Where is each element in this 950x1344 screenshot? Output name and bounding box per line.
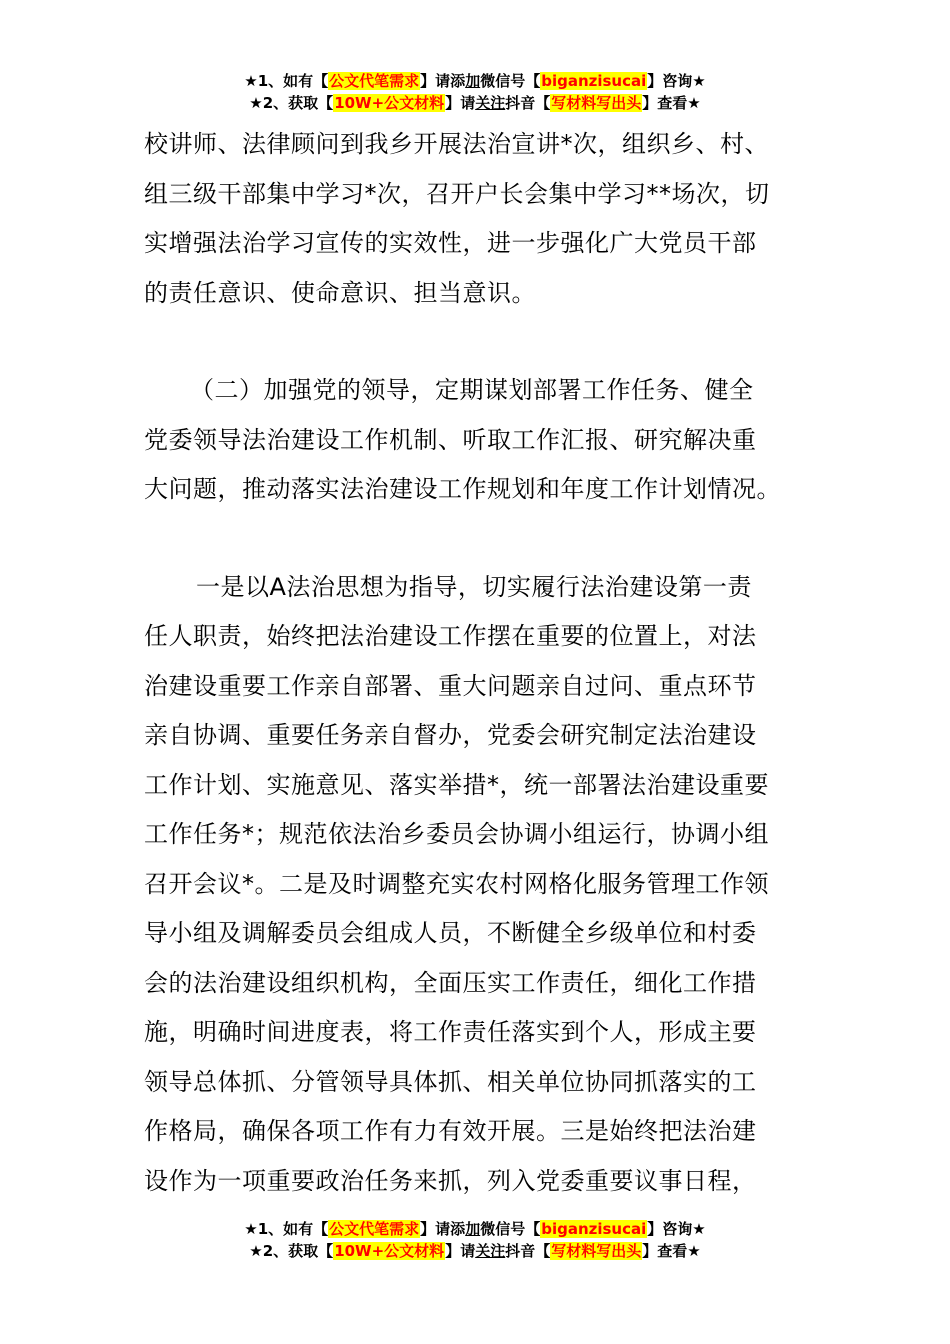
text-line: 作格局，确保各项工作有力有效开展。三是始终把法治建 [144,1117,757,1145]
document-body [144,120,806,1206]
text-line: 大问题，推动落实法治建设工作规划和年度工作计划情况。 [144,475,781,503]
highlight-service: 公文代笔需求 [329,72,420,90]
highlight-wechat-id: biganzisucai [541,72,647,90]
banner-text: 】请 [445,1242,476,1260]
text-line: （二）加强党的领导，定期谋划部署工作任务、健全 [190,376,754,404]
banner-text-underlined: 加 [465,1220,481,1238]
highlight-douyin-account: 写材料写出头 [551,1242,642,1260]
highlight-materials: 10W+公文材料 [334,94,445,112]
banner-line-1 [0,1218,950,1240]
banner-text: 】咨询★ [647,72,706,90]
banner-text: 】请添 [420,72,466,90]
banner-text: 抖音【 [505,1242,551,1260]
text-line: 设作为一项重要政治任务来抓，列入党委重要议事日程， [144,1166,757,1195]
banner-text: ★2、获取【 [249,1242,334,1260]
highlight-douyin-account: 写材料写出头 [551,94,642,112]
paragraph-1 [144,120,806,318]
text-line: 导小组及调解委员会组成人员，不断健全乡级单位和村委 [144,919,757,947]
banner-text: 】咨询★ [647,1220,706,1238]
banner-text: 】请 [445,94,476,112]
paragraph-3 [144,563,806,1207]
text-line: 工作任务*；规范依法治乡委员会协调小组运行，协调小组 [144,820,769,848]
text-line: 任人职责，始终把法治建设工作摆在重要的位置上，对法 [144,622,757,650]
banner-text: 抖音【 [505,94,551,112]
text-line: 工作计划、实施意见、落实举措*，统一部署法治建设重要 [144,770,769,799]
text-line: 召开会议*。二是及时调整充实农村网格化服务管理工作领 [144,869,769,898]
text-line: 一是以A法治思想为指导，切实履行法治建设第一责 [196,572,752,601]
text-line: 治建设重要工作亲自部署、重大问题亲自过问、重点环节 [144,671,757,700]
text-line: 实增强法治学习宣传的实效性，进一步强化广大党员干部 [144,229,757,257]
footer-banner [0,1218,950,1262]
text-line: 的责任意识、使命意识、担当意识。 [144,278,536,307]
banner-text: 微信号【 [480,1220,541,1238]
banner-text: ★2、获取【 [249,94,334,112]
text-line: 党委领导法治建设工作机制、听取工作汇报、研究解决重 [144,425,757,454]
banner-text-underlined: 加 [465,72,481,90]
banner-text-underlined: 关注 [475,94,506,112]
banner-line-2 [0,92,950,114]
text-line: 会的法治建设组织机构，全面压实工作责任，细化工作措 [144,968,757,997]
banner-text: 】请添 [420,1220,466,1238]
banner-text: 微信号【 [480,72,541,90]
text-line: 施，明确时间进度表，将工作责任落实到个人，形成主要 [144,1018,757,1046]
highlight-service: 公文代笔需求 [329,1220,420,1238]
paragraph-2 [144,366,806,515]
highlight-materials: 10W+公文材料 [334,1242,445,1260]
banner-line-1 [0,70,950,92]
banner-text: ★1、如有【 [244,1220,329,1238]
banner-text: ★1、如有【 [244,72,329,90]
header-banner [0,70,950,114]
text-line: 校讲师、法律顾问到我乡开展法治宣讲*次，组织乡、村、 [144,130,769,158]
banner-text: 】查看★ [642,1242,701,1260]
banner-text: 】查看★ [642,94,701,112]
banner-text-underlined: 关注 [475,1242,506,1260]
text-line: 领导总体抓、分管领导具体抓、相关单位协同抓落实的工 [144,1067,757,1096]
paragraph-spacer [144,515,806,563]
text-line: 亲自协调、重要任务亲自督办，党委会研究制定法治建设 [144,721,757,749]
banner-line-2 [0,1240,950,1262]
highlight-wechat-id: biganzisucai [541,1220,647,1238]
paragraph-spacer [144,318,806,366]
text-line: 组三级干部集中学习*次，召开户长会集中学习**场次，切 [144,179,770,208]
